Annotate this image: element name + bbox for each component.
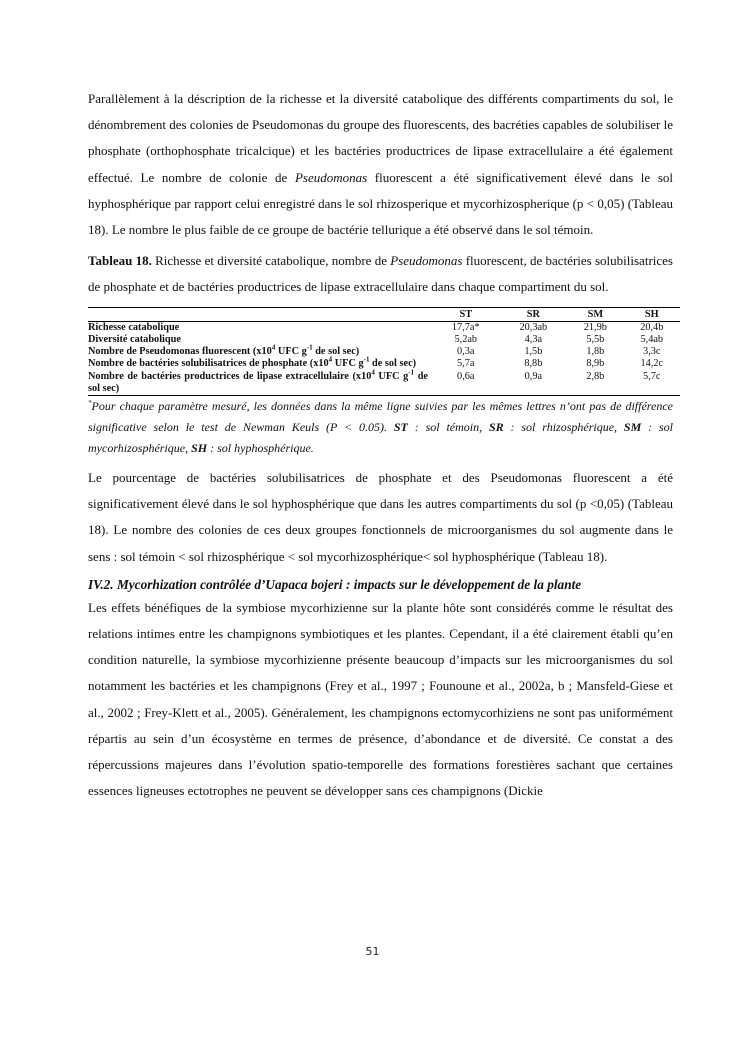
table-cell: 1,8b (586, 346, 605, 358)
column-header-st: ST (432, 307, 500, 321)
table-cell: 3,3c (643, 346, 661, 358)
table-row (88, 371, 680, 396)
section-heading: IV.2. Mycorhization contrôlée d’Uapaca bojeri : impacts sur le développement de la plante (88, 576, 582, 592)
table-cell: 8,8b (524, 358, 543, 370)
column-header-sm: SM (567, 307, 623, 321)
caption-text: fluorescent, de bactéries solubilisatrices de phosphate et de bactéries productrices de lipase extracellulaire dans chaque compartiment du sol. (88, 253, 673, 295)
column-header-sh: SH (624, 307, 680, 321)
paragraph-text: fluorescent a été significativement élevé dans le sol hyphosphérique par rapport celui enregistré dans le sol rhizosperique et mycorhizospherique (p < 0,05) (Tableau 18). Le nombre le plus faible de ce groupe de bactérie tellurique a été observé dans le sol témoin. (88, 169, 673, 238)
table-footnote: *Pour chaque paramètre mesuré, les données dans la même ligne suivies par les mêmes lettres n’ont pas de différence significative selon le test de Newman Keuls (P < 0.05). ST : sol témoin, SR : sol rhizosphérique, SM : sol mycorhizosphérique, SH : sol hyphosphérique. (88, 399, 673, 456)
table-row (88, 358, 680, 370)
table-cell: 0,6a (432, 371, 500, 396)
table-header-empty (88, 307, 432, 321)
table-caption (88, 248, 673, 300)
paragraph-mycorrhizal-effects: Les effets bénéfiques de la symbiose mycorhizienne sur la plante hôte sont considérés comme le résultat des relations intimes entre les champignons symbiotiques et les plantes. Cependant, il a été clairement établi qu’en condition naturelle, la symbiose mycorhizienne présente beaucoup d’impacts sur les microorganismes du sol notamment les bactéries et les champignons (Frey et al., 1997 ; Founoune et al., 2002a, b ; Mansfeld-Giese et al., 2002 ; Frey-Klett et al., 2005). Généralement, les champignons ectomycorhiziens ne sont pas uniformément répartis au sein d’un écosystème en termes de présence, d’abondance et de diversité. Ce constat a des répercussions majeures dans l’évolution spatio-temporelle des formations forestières sachant que certaines essences ligneuses ectotrophes ne peuvent se développer sans ces champignons (Dickie (88, 599, 673, 799)
page-number: 51 (365, 945, 380, 958)
table-cell: 14,2c (640, 358, 664, 370)
paragraph-phosphate-bacteria: Le pourcentage de bactéries solubilisatrices de phosphate et des Pseudomonas fluorescent a été significativement élevé dans le sol hyphosphérique que dans les autres compartiments du sol (p <0,05) (Tableau 18). Le nombre des colonies de ces deux groupes fonctionnels de microorganismes du sol augmente dans le sens : sol témoin < sol rhizosphérique < sol mycorhizosphérique< sol hyphosphérique (Tableau 18). (88, 470, 673, 564)
row-label: Nombre de Pseudomonas fluorescent ($x10^4$ UFC $g^{-1}$ de sol sec) (88, 343, 360, 358)
page-body (88, 86, 673, 804)
footnote-marker: * (88, 399, 92, 408)
row-label: Richesse catabolique (88, 321, 180, 333)
table-cell: 4,3a (524, 334, 543, 346)
table-cell: 5,4ab (640, 334, 664, 346)
table-cell: 0,9a (500, 371, 568, 396)
table-label: Tableau 18. (88, 253, 152, 269)
table-cell: 21,9b (583, 321, 607, 333)
table-cell: 8,9b (586, 358, 605, 370)
table-18 (88, 307, 680, 396)
caption-text: Richesse et diversité catabolique, nombre de (151, 253, 391, 269)
row-label: Nombre de bactéries productrices de lipase extracellulaire ($x10^4$ UFC $g^{-1}$ de sol sec) (88, 371, 432, 396)
table-cell: 0,3a (457, 346, 475, 358)
species-name-italic: Pseudomonas (390, 253, 463, 269)
table-row (88, 346, 680, 358)
row-label: Diversité catabolique (88, 334, 181, 346)
paragraph-pseudomonas-counts (88, 86, 673, 243)
table-cell: 2,8b (567, 371, 623, 396)
table-cell: 1,5b (524, 346, 543, 358)
table-cell: 20,3ab (519, 321, 548, 333)
table-cell: 20,4b (640, 321, 664, 333)
row-label: Nombre de bactéries solubilisatrices de phosphate ($x10^4$ UFC $g^{-1}$ de sol sec) (88, 356, 417, 370)
species-name-italic: Pseudomonas (294, 169, 368, 185)
table-cell: 5,7c (624, 371, 680, 396)
table-cell: 5,7a (457, 358, 475, 370)
table-cell: 17,7a* (451, 321, 480, 333)
table-row (88, 321, 680, 334)
table-cell: 5,2ab (454, 334, 478, 346)
paragraph-text: Parallèlement à la déscription de la richesse et la diversité catabolique des différents compartiments du sol, le dénombrement des colonies de Pseudomonas du groupe des fluorescents, des bacréties capables de solubiliser le phosphate (orthophosphate tricalcique) et les bactéries productrices de lipase extracellulaire a été également effectué. Le nombre de colonie de (88, 91, 673, 185)
column-header-sr: SR (500, 307, 568, 321)
table-cell: 5,5b (586, 334, 605, 346)
table-header-row (88, 307, 680, 321)
table-row (88, 334, 680, 346)
